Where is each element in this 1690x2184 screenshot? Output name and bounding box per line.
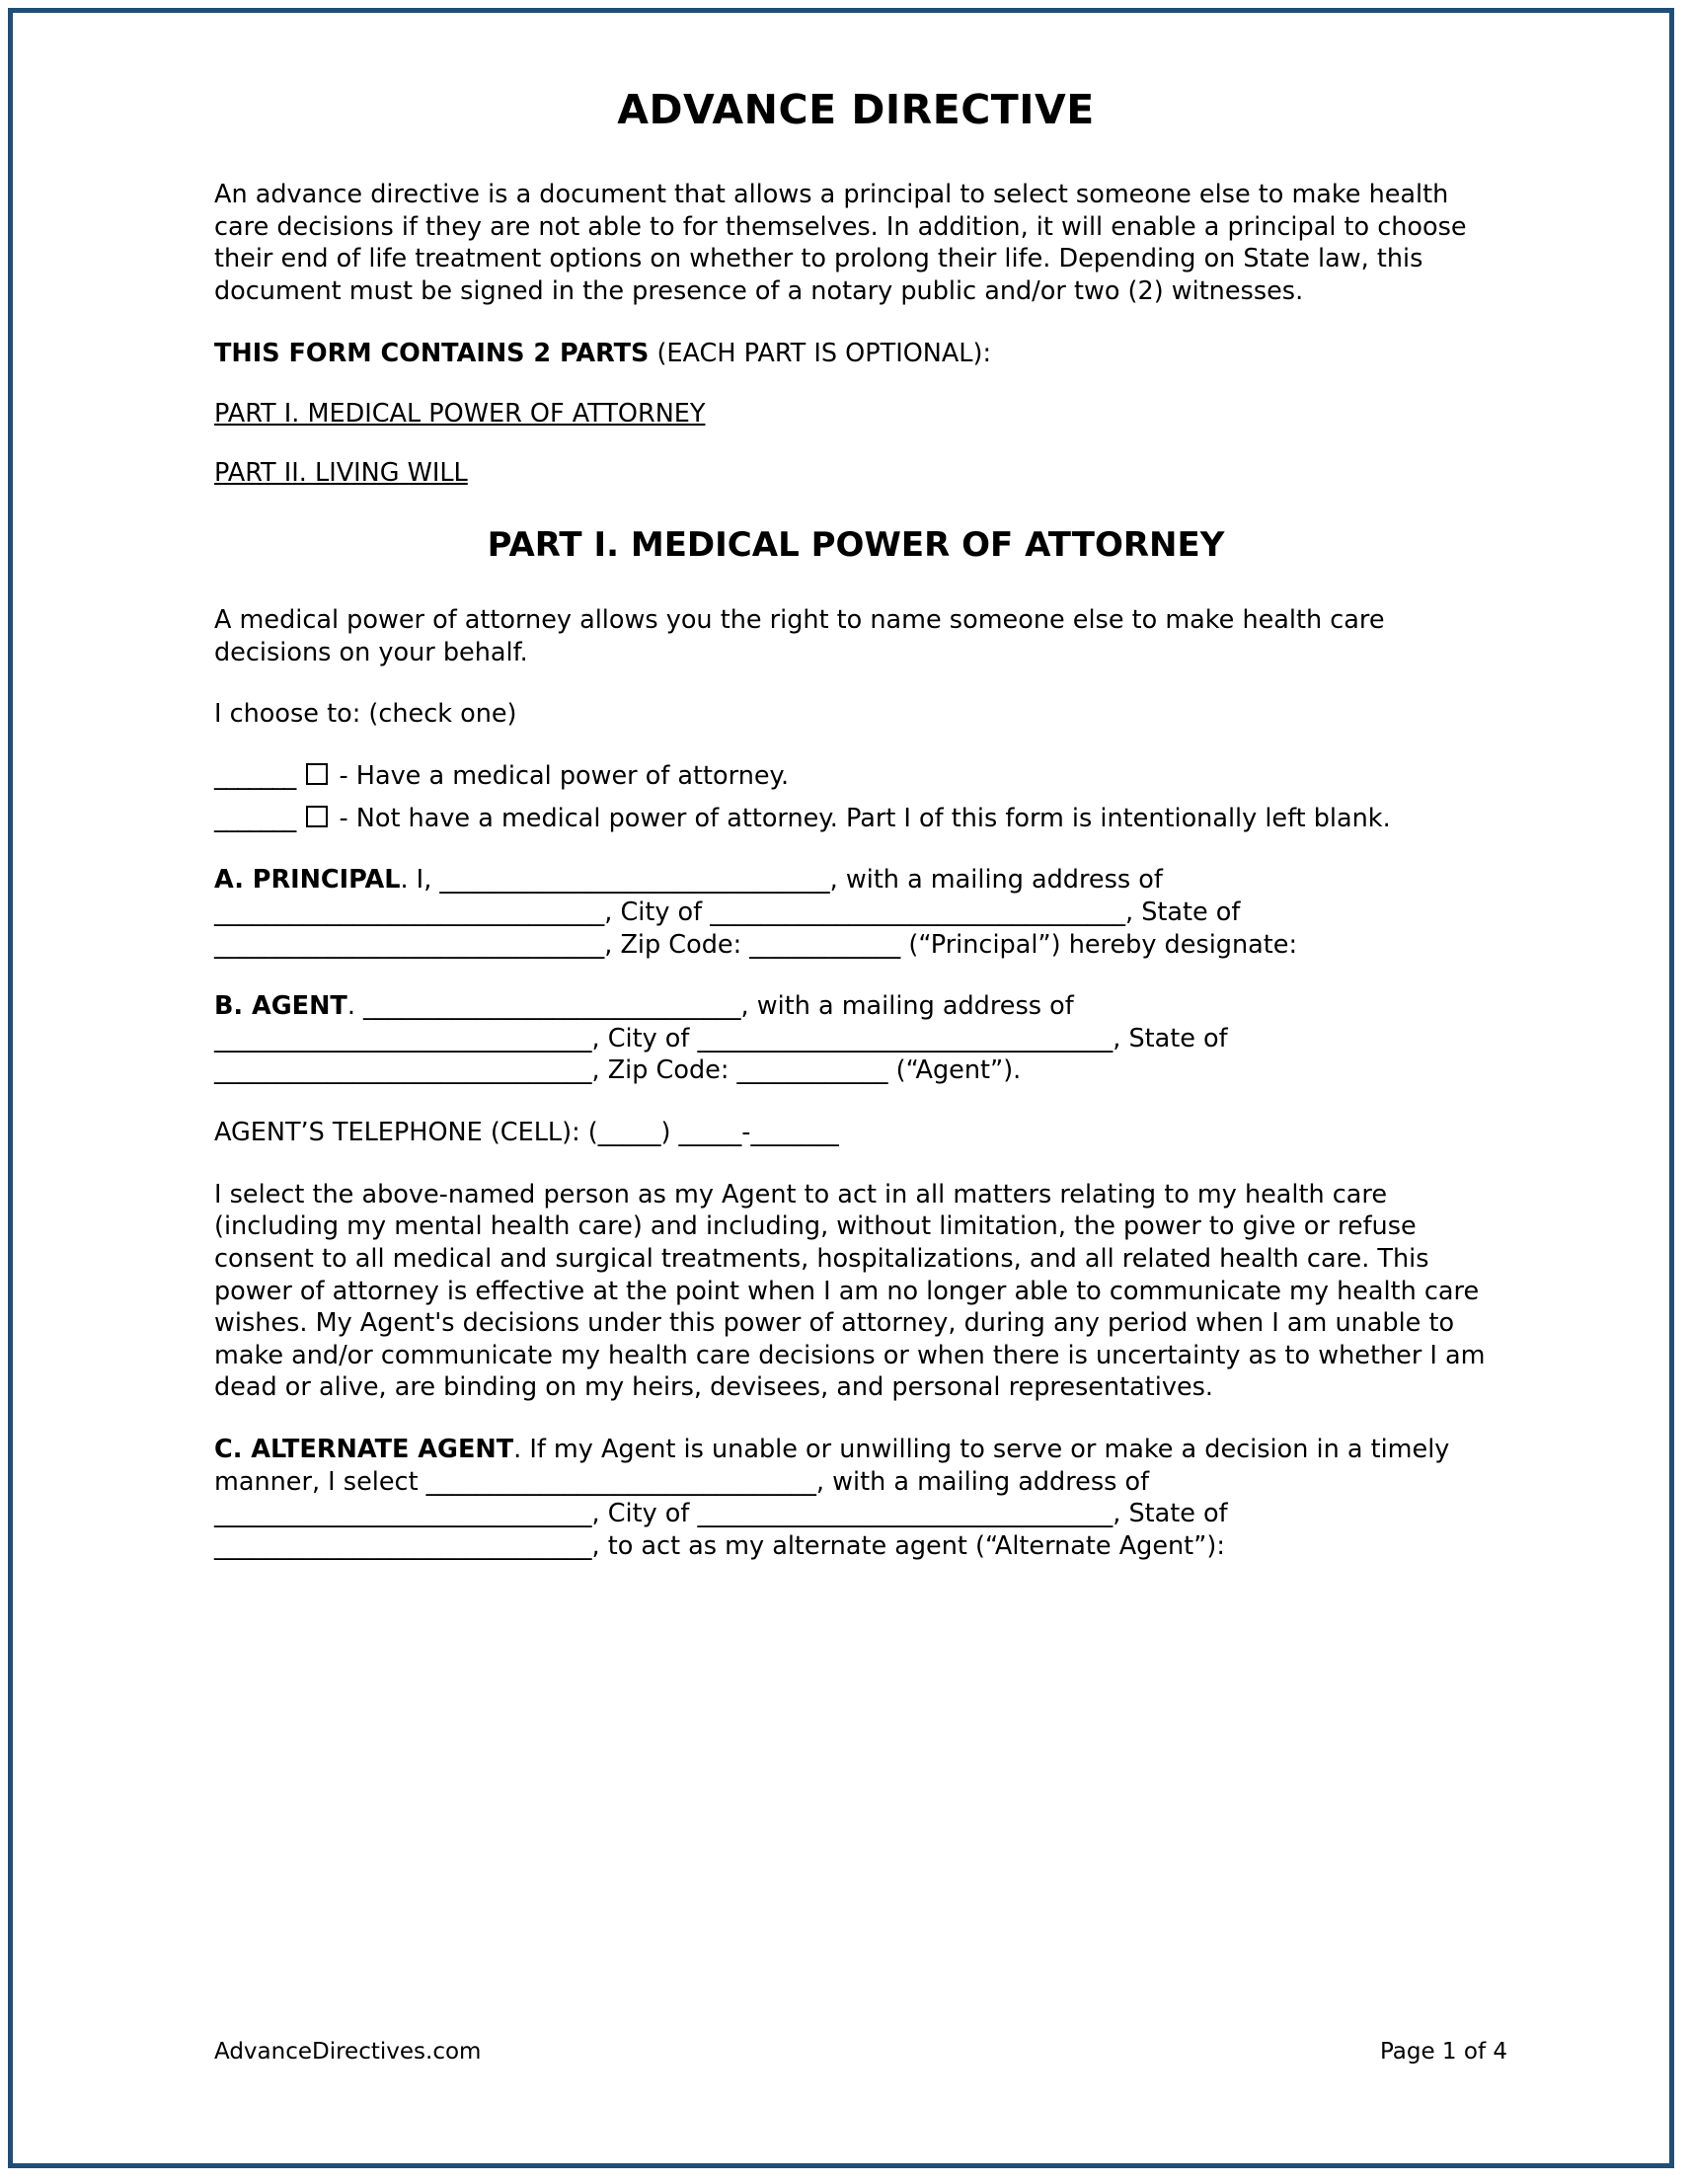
section-principal-line1: . I, _______________________________, with a mailing address of [400, 865, 1163, 896]
intro-paragraph: An advance directive is a document that allows a principal to select someone else to make health care decisions if they are not able to for themselves. In addition, it will enable a principal to choose their end of life treatment options on whether to prolong their life. Depending on State law, this document must be signed in the presence of a notary public and/or two (2) witnesses. [214, 180, 1467, 306]
section-alternate-agent-line3: ______________________________, to act as my alternate agent (“Alternate Agent”): [214, 1530, 1225, 1561]
section-agent-label: B. AGENT [214, 991, 347, 1022]
section-alternate-agent-line2: ______________________________, City of _________________________________, State of [214, 1499, 1228, 1529]
footer-page-number: Page 1 of 4 [1379, 2039, 1507, 2065]
footer-site[interactable]: AdvanceDirectives.com [214, 2039, 482, 2065]
part-one-heading: PART I. MEDICAL POWER OF ATTORNEY [487, 525, 1225, 566]
choice-have-blank[interactable]: _______ [214, 761, 296, 791]
checkbox-icon[interactable] [306, 763, 328, 785]
choice-not-have-label: - Not have a medical power of attorney. Part I of this form is intentionally left blank. [331, 803, 1391, 833]
page-footer [214, 2039, 1507, 2065]
section-alternate-agent-label: C. ALTERNATE AGENT [214, 1435, 514, 1464]
section-principal-line2: _______________________________, City of _________________________________, State of [214, 897, 1241, 927]
agent-telephone-line: AGENT’S TELEPHONE (CELL): (_____) _____-_______ [214, 1118, 839, 1147]
agent-selection-paragraph: I select the above-named person as my Agent to act in all matters relating to my health care (including my mental health care) and including, without limitation, the power to give or refuse consent to all medical and surgical treatments, hospitalizations, and all related health care. This power of attorney is effective at the point when I am no longer able to communicate my health care wishes. My Agent's decisions under this power of attorney, during any period when I am unable to make and/or communicate my health care decisions or when there is uncertainty as to whether I am dead or alive, are binding on my heirs, devisees, and personal representatives. [214, 1179, 1486, 1403]
section-alternate-agent-line1: . If my Agent is unable or unwilling to serve or make a decision in a timely manner, I select _______________________________, with a mailing address of [214, 1435, 1450, 1497]
page-surface [27, 27, 1655, 2149]
mpoa-description: A medical power of attorney allows you the right to name someone else to make health care decisions on your behalf. [214, 605, 1385, 667]
document-content [214, 86, 1498, 1593]
section-principal-label: A. PRINCIPAL [214, 865, 401, 896]
choice-have-label: - Have a medical power of attorney. [331, 761, 790, 791]
part-two-link[interactable]: PART II. LIVING WILL [214, 458, 468, 489]
choice-option-not-have [214, 803, 1498, 835]
form-parts-note-bold: THIS FORM CONTAINS 2 PARTS [214, 338, 650, 368]
form-parts-note-rest: (EACH PART IS OPTIONAL): [649, 338, 992, 368]
section-agent-line3: ______________________________, Zip Code: ____________ (“Agent”). [214, 1055, 1022, 1086]
section-principal [214, 864, 1498, 961]
section-alternate-agent [214, 1434, 1498, 1563]
checkbox-icon[interactable] [306, 806, 328, 827]
part-one-link[interactable]: PART I. MEDICAL POWER OF ATTORNEY [214, 399, 706, 429]
section-agent-line2: ______________________________, City of _________________________________, State of [214, 1023, 1228, 1053]
choice-not-have-blank[interactable]: _______ [214, 803, 296, 833]
page-title: ADVANCE DIRECTIVE [617, 86, 1095, 133]
page-border [8, 8, 1674, 2168]
section-principal-line3: _______________________________, Zip Code: ____________ (“Principal”) hereby designate: [214, 929, 1298, 960]
form-parts-note [214, 338, 1498, 370]
choose-instruction: I choose to: (check one) [214, 699, 517, 730]
choice-option-have [214, 760, 1498, 793]
section-agent [214, 990, 1498, 1087]
section-agent-line1: . ______________________________, with a mailing address of [346, 991, 1074, 1022]
